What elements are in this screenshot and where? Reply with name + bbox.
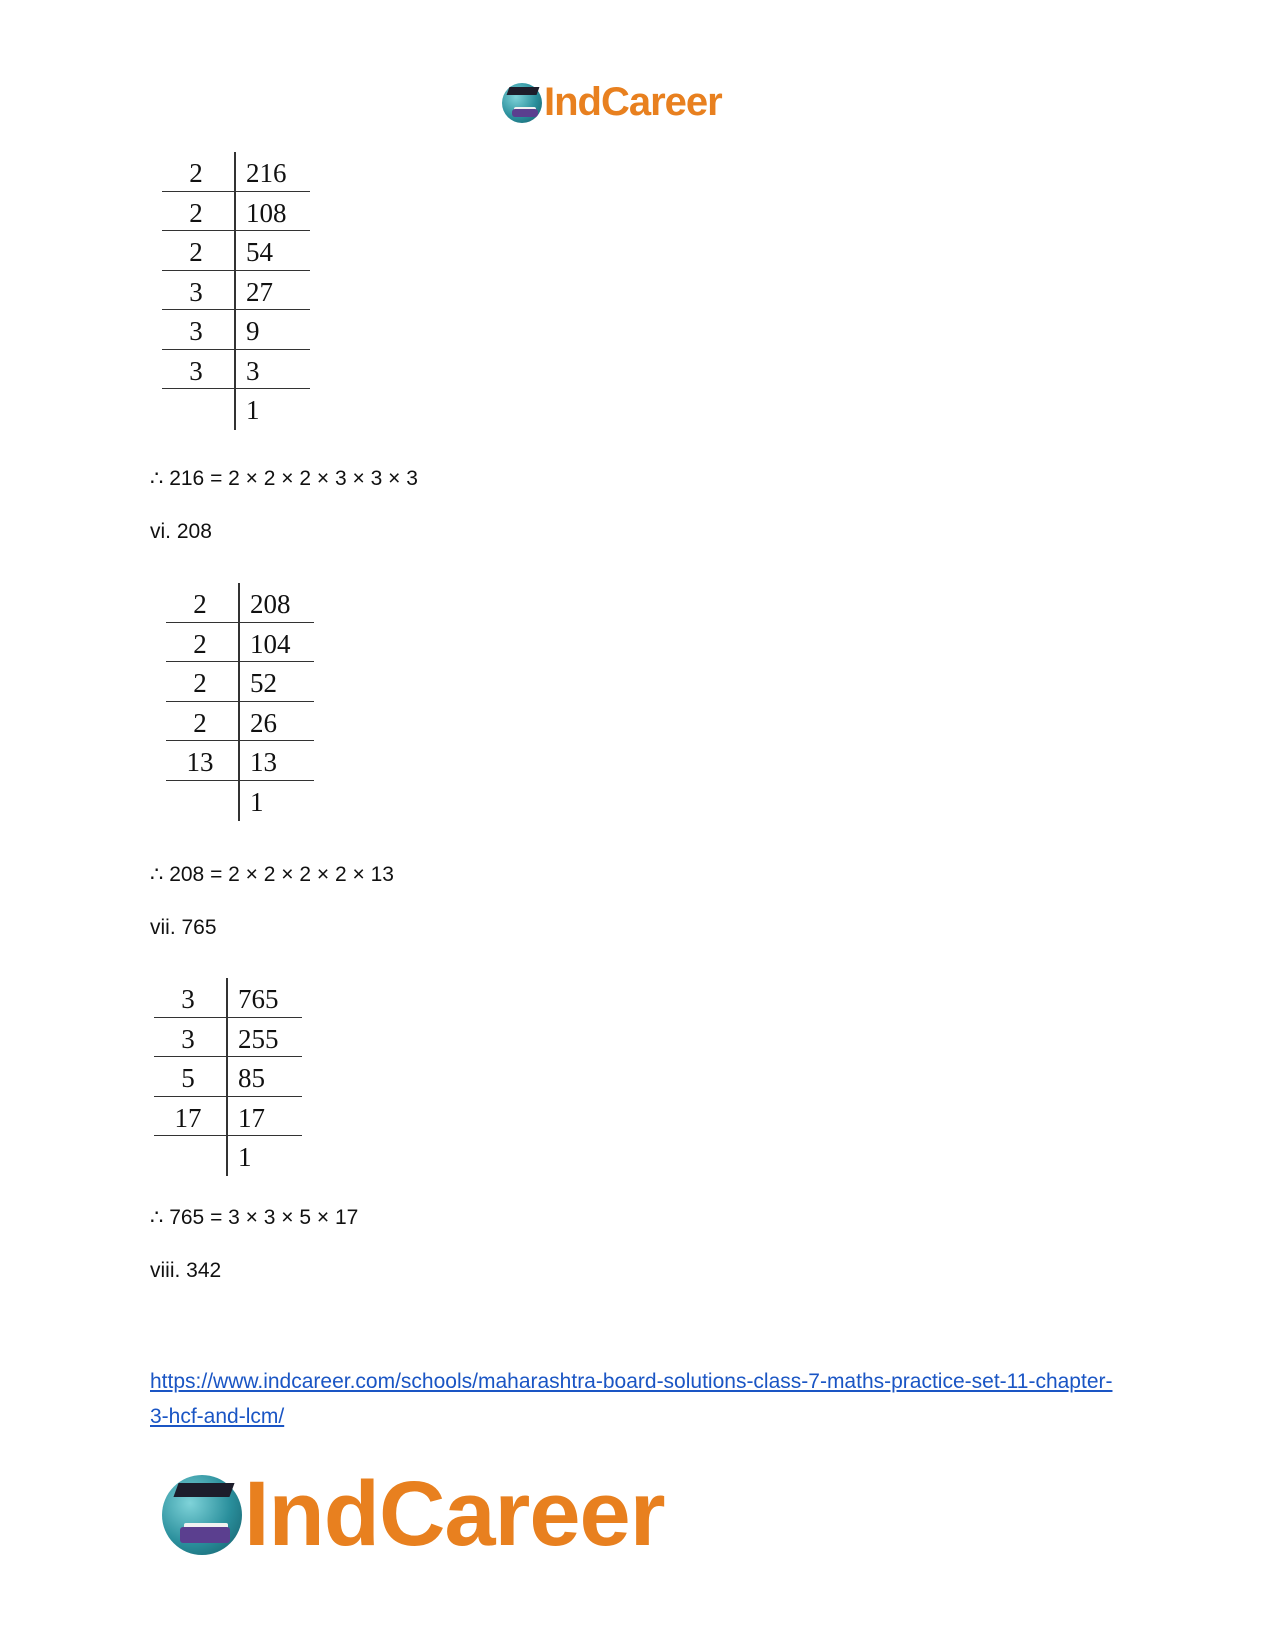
dividend-cell: 54 [246,237,273,267]
dividend-cell: 9 [246,316,260,346]
divisor-cell: 2 [193,628,207,659]
table-row [162,350,310,390]
dividend-cell: 765 [238,984,279,1014]
table-divider-line [234,152,236,430]
dividend-cell: 13 [250,747,277,777]
table-row [154,1097,302,1137]
dividend-cell: 108 [246,197,287,228]
divisor-cell: 13 [186,747,214,777]
dividend-cell: 17 [238,1102,265,1133]
divisor-cell: 2 [189,197,203,228]
book-icon [180,1527,230,1543]
dividend-cell: 255 [238,1023,279,1054]
divisor-cell: 2 [189,158,203,188]
table-row [162,389,310,428]
result-208: ∴ 208 = 2 × 2 × 2 × 2 × 13 [150,863,394,886]
brand-name: IndCareer [244,1463,665,1565]
dividend-cell: 104 [250,628,291,659]
prime-factor-table-216 [162,152,310,428]
dividend-cell: 26 [250,707,277,738]
prime-factor-table-208 [166,583,314,819]
table-row [162,231,310,271]
table-row [154,1057,302,1097]
dividend-cell: 1 [246,395,260,425]
dividend-cell: 85 [238,1063,265,1093]
table-divider-line [238,583,240,821]
result-216: ∴ 216 = 2 × 2 × 2 × 3 × 3 × 3 [150,467,418,490]
table-row [162,192,310,232]
dividend-cell: 216 [246,158,287,188]
question-label-viii: viii. 342 [150,1259,222,1282]
divisor-cell: 3 [181,984,195,1014]
dividend-cell: 52 [250,668,277,698]
divisor-cell: 3 [189,316,203,346]
table-row [154,1136,302,1175]
graduation-cap-icon [173,1483,234,1497]
question-label-vi: vi. 208 [150,520,212,543]
divisor-cell: 5 [181,1063,195,1093]
source-url-link[interactable]: https://www.indcareer.com/schools/maharashtra-board-solutions-class-7-maths-practice-set-11-chapter-3-hcf-and-lcm/ [150,1370,1113,1428]
brand-name: IndCareer [544,80,722,124]
table-row [166,781,314,820]
divisor-cell: 3 [189,355,203,386]
question-label-vii: vii. 765 [150,916,217,939]
divisor-cell: 17 [174,1102,202,1133]
indcareer-logo-bottom [162,1462,665,1567]
dividend-cell: 1 [238,1142,252,1172]
table-row [154,978,302,1018]
indcareer-logo-top [502,80,722,125]
dividend-cell: 3 [246,355,260,386]
table-row [166,623,314,663]
book-icon [512,109,538,117]
table-row [166,662,314,702]
divisor-cell: 2 [193,668,207,698]
prime-factor-table-765 [154,978,302,1175]
table-divider-line [226,978,228,1176]
table-row [162,310,310,350]
table-row [166,583,314,623]
divisor-cell: 2 [189,237,203,267]
table-row [166,702,314,742]
dividend-cell: 1 [250,786,264,817]
table-row [154,1018,302,1058]
dividend-cell: 208 [250,589,291,619]
divisor-cell: 3 [181,1023,195,1054]
table-row [166,741,314,781]
table-row [162,271,310,311]
indcareer-globe-icon [162,1475,242,1555]
divisor-cell: 2 [193,589,207,619]
table-row [162,152,310,192]
dividend-cell: 27 [246,276,273,307]
indcareer-globe-icon [502,83,542,123]
result-765: ∴ 765 = 3 × 3 × 5 × 17 [150,1206,359,1229]
graduation-cap-icon [507,87,540,95]
divisor-cell: 2 [193,707,207,738]
divisor-cell: 3 [189,276,203,307]
